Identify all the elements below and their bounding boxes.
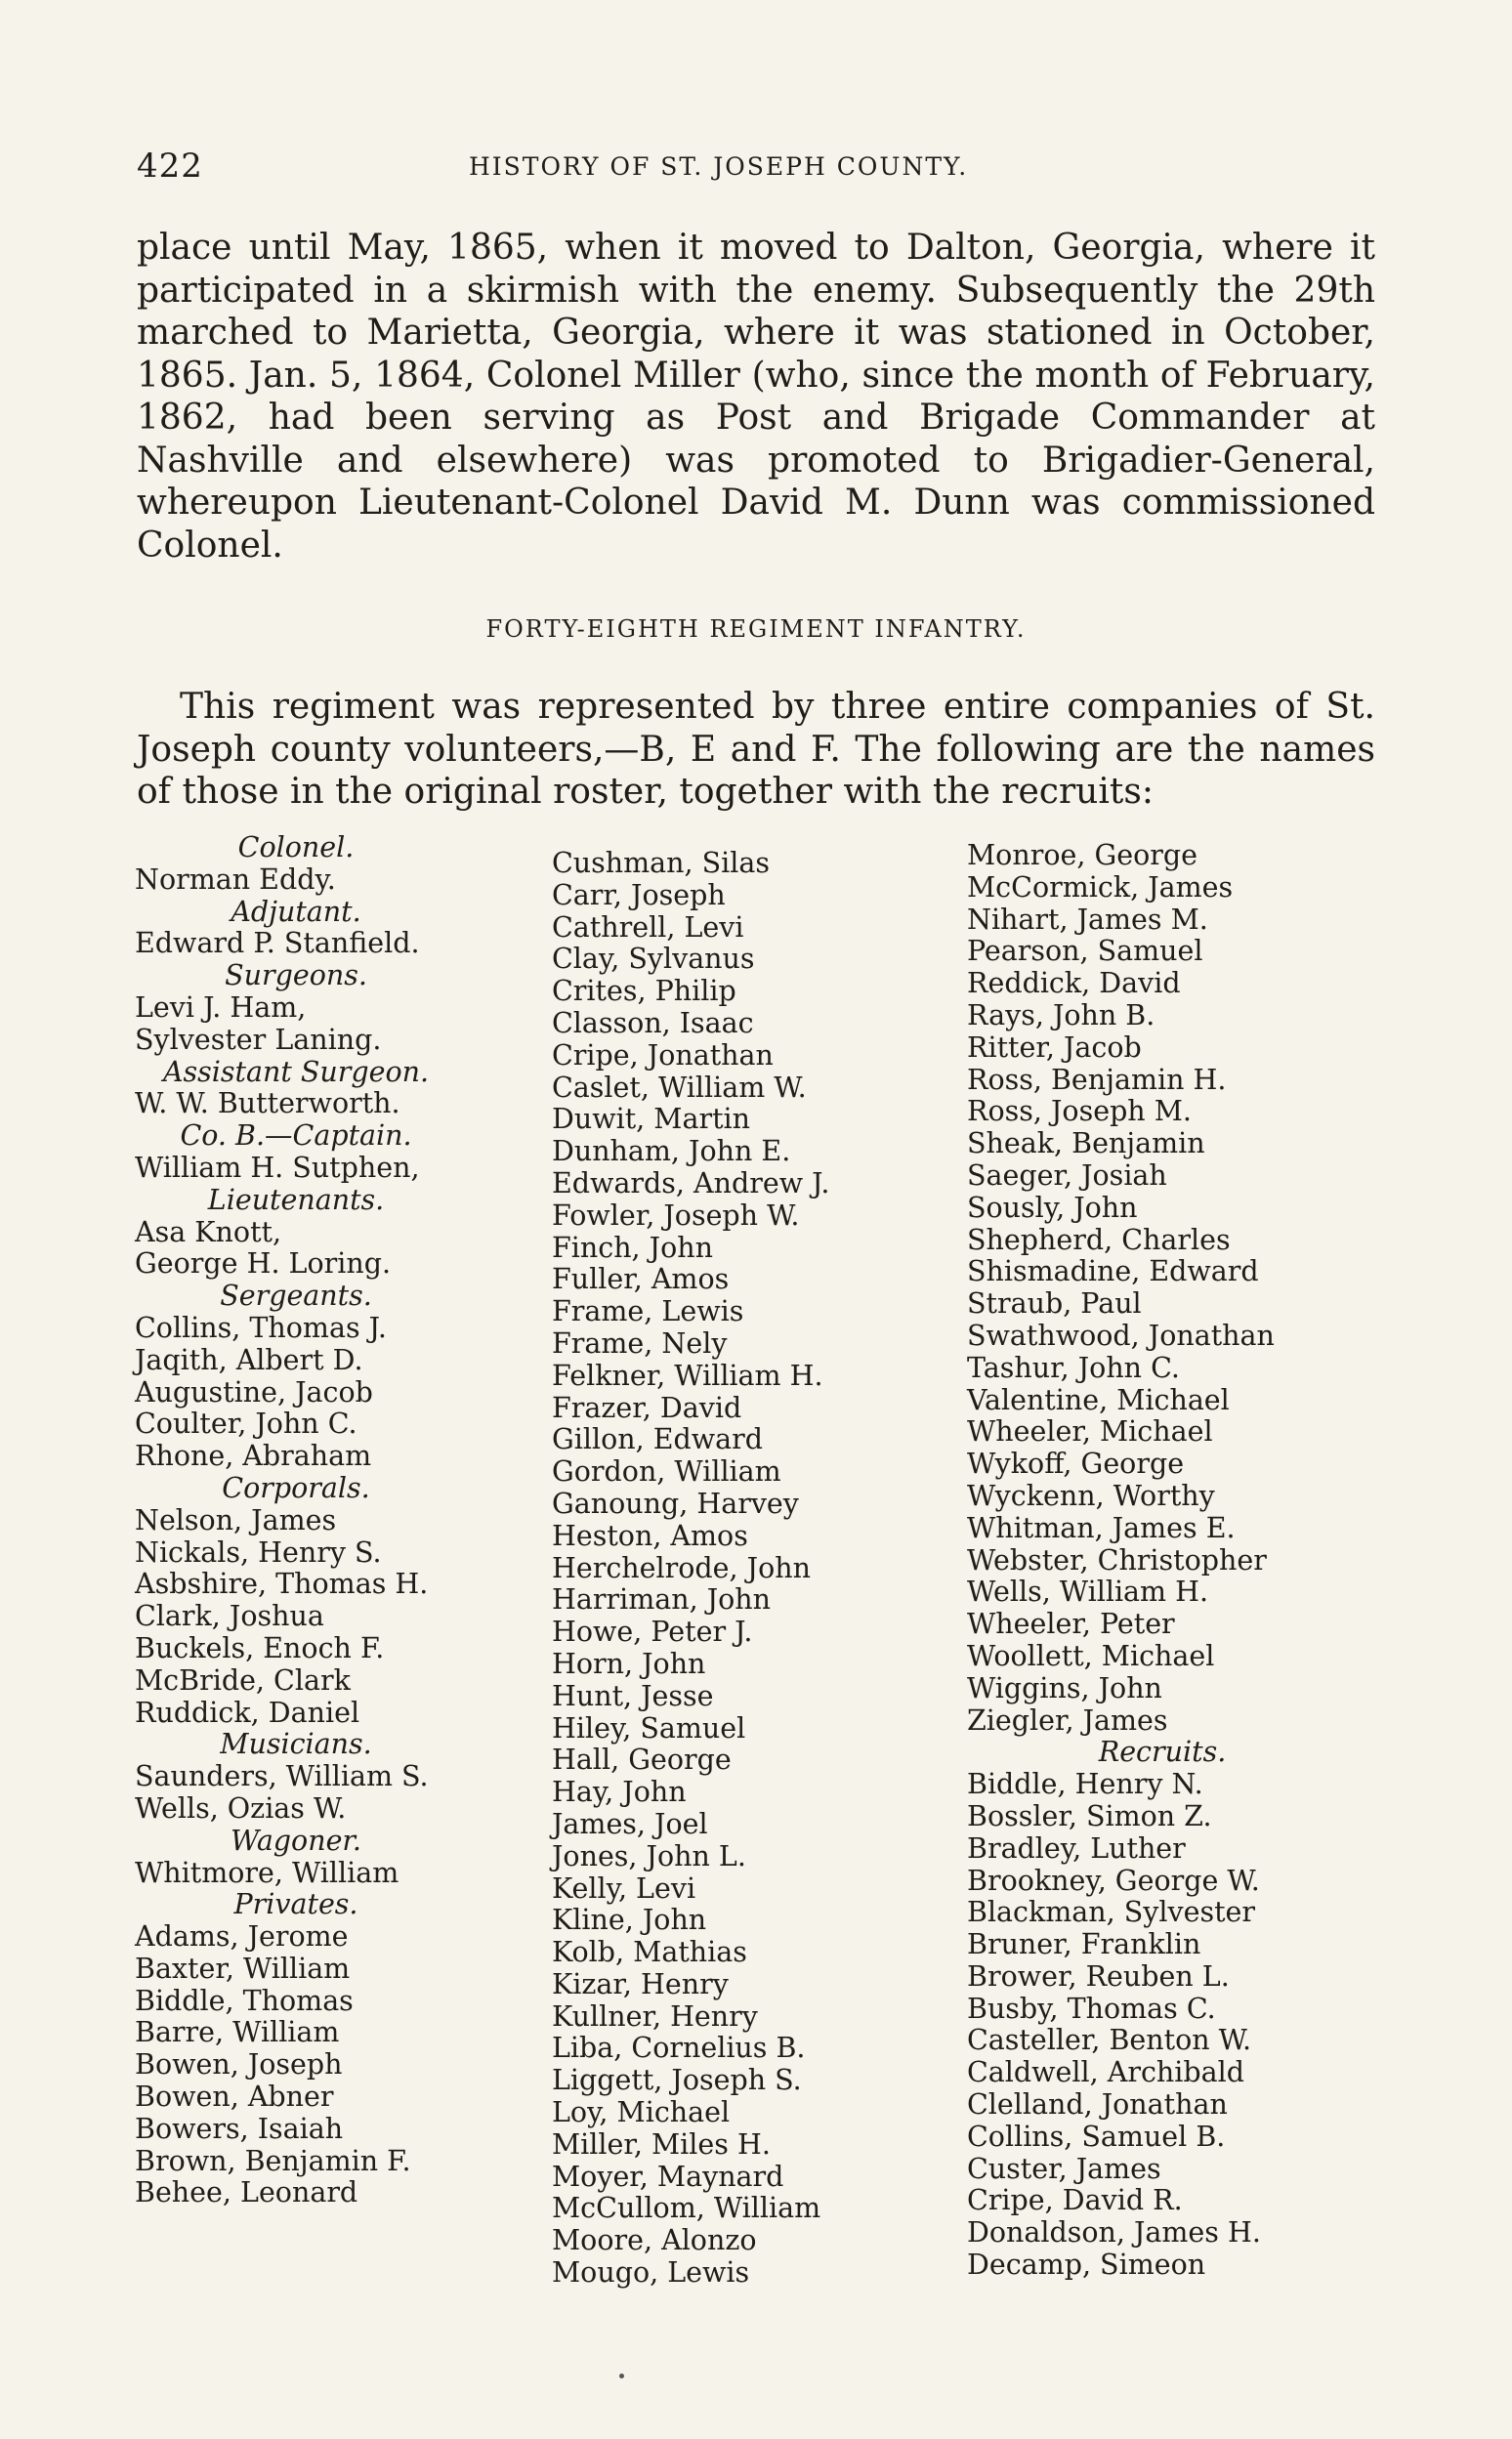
print-speck [619,2374,624,2378]
roster-name: Whitman, James E. [967,1511,1236,1544]
roster-name: Horn, John [552,1647,706,1680]
roster-heading: Colonel. [237,831,355,863]
roster-name: Casteller, Benton W. [967,2024,1252,2057]
roster-heading: Assistant Surgeon. [162,1055,430,1088]
roster-name: Fuller, Amos [552,1263,730,1296]
roster-column-1 [135,832,486,2209]
roster-name: Adams, Jerome [135,1920,349,1954]
roster-name: Levi J. Ham, [135,990,307,1024]
roster-name: Cripe, Jonathan [552,1038,774,1072]
roster-name: Shepherd, Charles [967,1223,1231,1256]
roster-name: Ziegler, James [967,1703,1168,1737]
roster-name: Wiggins, John [967,1671,1162,1704]
roster-name: Nickals, Henry S. [135,1535,382,1569]
roster-name: Clay, Sylvanus [552,943,755,976]
roster-name: Nelson, James [135,1503,337,1536]
roster-name: Hiley, Samuel [552,1711,746,1745]
roster-name: Carr, Joseph [552,878,726,911]
roster-name: William H. Sutphen, [135,1151,420,1184]
roster-heading: Surgeons. [225,959,367,992]
roster-column-2 [552,848,923,2290]
roster-name: Wells, William H. [967,1576,1209,1609]
roster-name: Classon, Isaac [552,1006,754,1039]
roster-name: Frazer, David [552,1391,742,1424]
roster-name: Asa Knott, [135,1215,282,1248]
roster-name: Liggett, Joseph S. [552,2064,802,2097]
roster-name: Heston, Amos [552,1519,748,1552]
roster-name: McBride, Clark [135,1663,351,1697]
page-number: 422 [137,147,203,186]
roster-name: Brower, Reuben L. [967,1959,1230,1993]
roster-name: Kline, John [552,1904,707,1937]
roster-name: Bossler, Simon Z. [967,1799,1212,1832]
roster-name: Sheak, Benjamin [967,1127,1205,1160]
roster-name: Rhone, Abraham [135,1440,372,1473]
roster-name: Valentine, Michael [967,1383,1230,1416]
roster-name: Shismadine, Edward [967,1255,1259,1288]
roster-column-3 [967,840,1387,2282]
roster-name: Donaldson, James H. [967,2216,1261,2250]
roster-name: Gordon, William [552,1455,781,1489]
roster-name: Moore, Alonzo [552,2224,757,2257]
roster-name: Custer, James [967,2152,1161,2185]
roster-name: Busby, Thomas C. [967,1992,1216,2025]
roster-name: Ritter, Jacob [967,1030,1142,1064]
roster-heading: Sergeants. [220,1280,372,1313]
roster-name: Ross, Joseph M. [967,1095,1192,1128]
roster-name: Swathwood, Jonathan [967,1319,1275,1352]
roster-name: Howe, Peter J. [552,1616,753,1649]
roster-name: Sously, John [967,1191,1138,1224]
roster-name: Bowen, Abner [135,2081,334,2114]
roster-name: Tashur, John C. [967,1351,1180,1384]
roster-name: Moyer, Maynard [552,2160,784,2193]
page-header [137,147,1377,189]
roster-name: Reddick, David [967,967,1181,1000]
section-title: FORTY-EIGHTH REGIMENT INFANTRY. [485,615,1027,643]
roster-name: Brookney, George W. [967,1864,1260,1897]
roster-name: Whitmore, William [135,1856,399,1889]
roster-name: Cripe, David R. [967,2184,1183,2217]
roster-name: W. W. Butterworth. [135,1087,400,1120]
roster-name: Pearson, Samuel [967,935,1203,968]
roster-name: Collins, Thomas J. [135,1311,387,1344]
roster-name: Nihart, James M. [967,903,1208,936]
roster-name: Crites, Philip [552,975,736,1008]
roster-name: Decamp, Simeon [967,2249,1206,2282]
roster-name: Duwit, Martin [552,1103,751,1136]
roster-name: Ross, Benjamin H. [967,1063,1227,1096]
roster-name: Edwards, Andrew J. [552,1166,830,1199]
roster-name: Finch, John [552,1231,713,1264]
roster-name: Behee, Leonard [135,2176,358,2209]
roster-name: Dunham, John E. [552,1135,791,1168]
roster-name: Bowen, Joseph [135,2048,343,2082]
roster-heading: Co. B.—Captain. [180,1119,412,1153]
roster-name: Augustine, Jacob [135,1375,373,1409]
roster-name: Kullner, Henry [552,1999,758,2033]
roster-name: McCormick, James [967,870,1234,904]
roster-name: Brown, Benjamin F. [135,2144,411,2177]
roster-name: Wyckenn, Worthy [967,1479,1215,1512]
roster-name: Hunt, Jesse [552,1679,714,1712]
roster-heading: Recruits. [1098,1736,1227,1769]
roster-name: Cathrell, Levi [552,910,744,944]
roster-name: Wheeler, Michael [967,1415,1213,1449]
roster-name: Rays, John B. [967,998,1155,1031]
roster-name: Bradley, Luther [967,1831,1186,1865]
roster-name: Straub, Paul [967,1287,1142,1321]
roster-name: Felkner, William H. [552,1359,823,1392]
roster-heading: Wagoner. [231,1824,361,1857]
roster-heading: Musicians. [220,1728,372,1761]
roster-name: Clark, Joshua [135,1600,324,1633]
roster-name: Clelland, Jonathan [967,2088,1228,2122]
roster-name: Jaqith, Albert D. [135,1343,363,1376]
intro-paragraph: place until May, 1865, when it moved to Dalton, Georgia, where it participated in a skirmish with the enemy. Subsequently the 29th marched to Marietta, Georgia, where it was stationed in October, 1865. Jan. 5, 1864, Colonel Miller (who, since the month of February, 1862, had been serving as Post and Brigade Commander at Nashville and elsewhere) was promoted to Brigadier-General, whereupon Lieutenant-Colonel David M. Dunn was commissioned Colonel. [137,228,1375,566]
roster-name: Kizar, Henry [552,1967,729,2000]
roster-name: Harriman, John [552,1583,771,1617]
roster-name: Bruner, Franklin [967,1928,1201,1961]
roster-name: Gillon, Edward [552,1423,764,1456]
roster-name: Collins, Samuel B. [967,2120,1226,2153]
roster-heading: Privates. [233,1888,358,1921]
roster-name: Wykoff, George [967,1448,1185,1481]
roster-heading: Corporals. [222,1471,370,1504]
roster-name: Sylvester Laning. [135,1023,382,1056]
roster-name: Liba, Cornelius B. [552,2032,806,2065]
roster-heading: Adjutant. [231,895,361,928]
roster-name: Bowers, Isaiah [135,2112,344,2145]
roster-name: Biddle, Henry N. [967,1768,1203,1801]
roster-name: Fowler, Joseph W. [552,1198,800,1232]
roster-name: Kolb, Mathias [552,1936,747,1969]
roster-name: Norman Eddy. [135,862,336,896]
roster-name: Ganoung, Harvey [552,1487,799,1520]
roster-name: Herchelrode, John [552,1551,811,1584]
roster-name: Caldwell, Archibald [967,2056,1244,2089]
roster-name: Ruddick, Daniel [135,1696,360,1729]
roster-name: George H. Loring. [135,1247,392,1281]
roster-name: Loy, Michael [552,2096,731,2129]
running-head: HISTORY OF ST. JOSEPH COUNTY. [469,152,969,181]
roster-name: Miller, Miles H. [552,2127,771,2161]
roster-name: Barre, William [135,2016,340,2049]
roster-name: Saeger, Josiah [967,1158,1167,1192]
roster-name: Wells, Ozias W. [135,1791,347,1825]
roster-name: Blackman, Sylvester [967,1896,1256,1929]
roster-name: Biddle, Thomas [135,1984,354,2017]
roster-name: Wheeler, Peter [967,1608,1175,1641]
roster-name: Webster, Christopher [967,1543,1267,1577]
roster-name: Jones, John L. [552,1839,746,1872]
roster-name: Buckels, Enoch F. [135,1631,385,1664]
roster-name: Hall, George [552,1744,732,1777]
roster-name: Edward P. Stanfield. [135,927,420,960]
section-paragraph: This regiment was represented by three entire companies of St. Joseph county volunteers,—B, E and F. The following are the names of those in the original roster, together with the recruits: [137,687,1375,812]
roster-name: Frame, Nely [552,1326,728,1360]
roster-name: Kelly, Levi [552,1871,696,1905]
roster-name: Caslet, William W. [552,1071,807,1104]
roster-heading: Lieutenants. [207,1183,385,1216]
roster-name: Coulter, John C. [135,1408,357,1441]
roster-name: Saunders, William S. [135,1760,429,1793]
roster-name: Woollett, Michael [967,1639,1215,1672]
roster-name: James, Joel [552,1807,708,1840]
roster-name: Frame, Lewis [552,1295,744,1328]
roster-name: Hay, John [552,1776,687,1809]
roster-name: Mougo, Lewis [552,2256,750,2290]
roster-name: Asbshire, Thomas H. [135,1568,429,1601]
roster-name: McCullom, William [552,2192,821,2225]
roster-name: Cushman, Silas [552,847,771,879]
roster-name: Monroe, George [967,839,1197,871]
roster-name: Baxter, William [135,1952,351,1985]
